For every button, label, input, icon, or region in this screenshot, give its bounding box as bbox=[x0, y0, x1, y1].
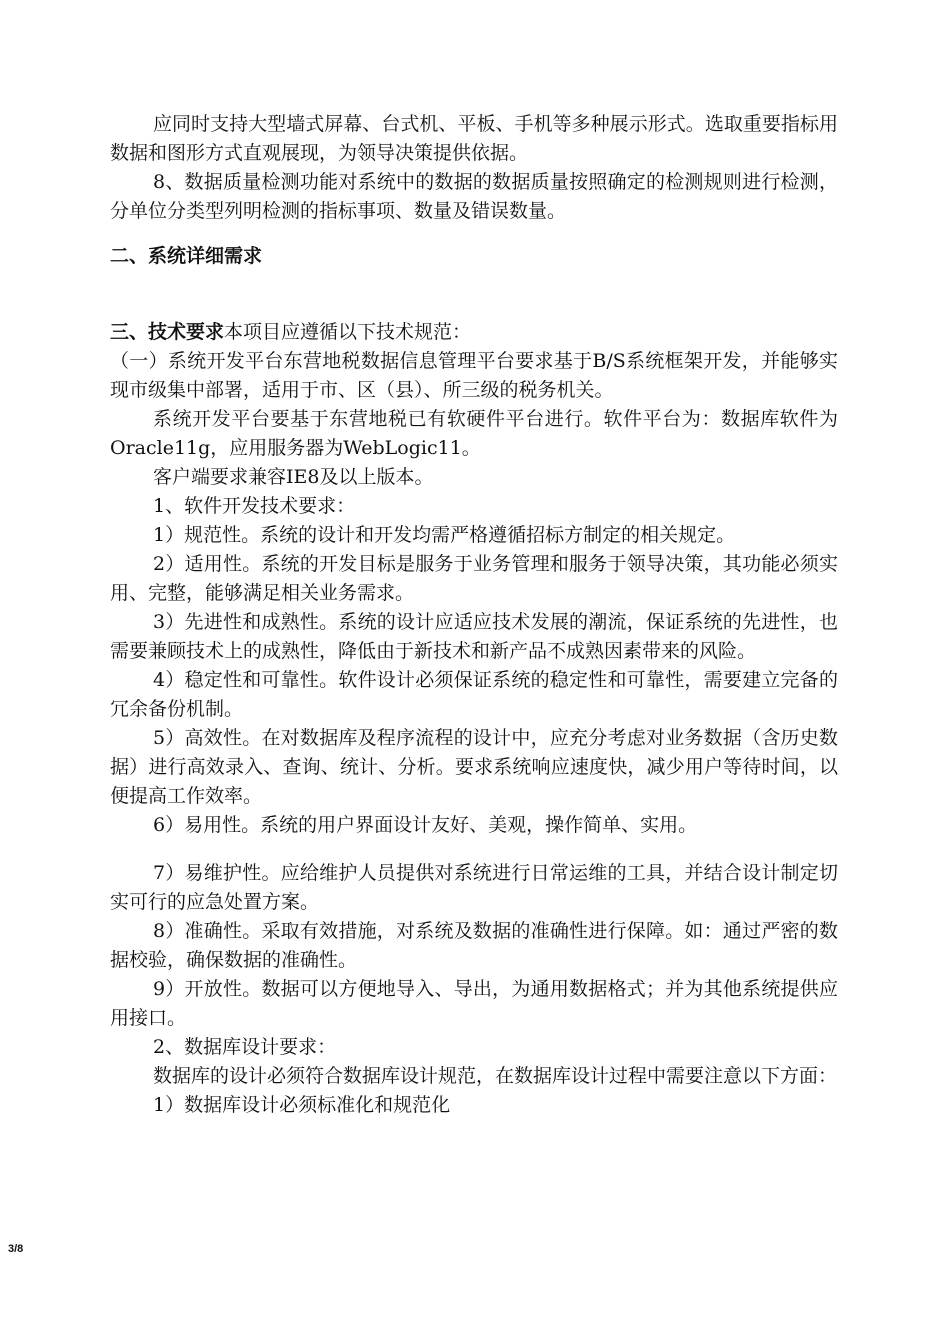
spacer bbox=[110, 226, 838, 242]
section-technical-requirements bbox=[110, 318, 838, 347]
page-number: 3/8 bbox=[8, 1243, 24, 1255]
paragraph-display-forms: 应同时支持大型墙式屏幕、台式机、平板、手机等多种展示形式。选取重要指标用数据和图形方式直观展现，为领导决策提供依据。 bbox=[110, 113, 838, 164]
paragraph-software-platform: 系统开发平台要基于东营地税已有软硬件平台进行。软件平台为：数据库软件为Oracle11g，应用服务器为WebLogic11。 bbox=[110, 408, 838, 459]
list-item: 4）稳定性和可靠性。软件设计必须保证系统的稳定性和可靠性，需要建立完备的冗余备份机制。 bbox=[110, 669, 838, 720]
spacer bbox=[110, 840, 838, 859]
list-item: 7）易维护性。应给维护人员提供对系统进行日常运维的工具，并结合设计制定切实可行的应急处置方案。 bbox=[110, 862, 838, 913]
list-item: 8）准确性。采取有效措施，对系统及数据的准确性进行保障。如：通过严密的数据校验，确保数据的准确性。 bbox=[110, 920, 838, 971]
subsection-platform: （一）系统开发平台东营地税数据信息管理平台要求基于B/S系统框架开发，并能够实现市级集中部署，适用于市、区（县）、所三级的税务机关。 bbox=[110, 350, 838, 401]
paragraph-client-compatibility: 客户端要求兼容IE8及以上版本。 bbox=[153, 466, 434, 488]
list-item: 3）先进性和成熟性。系统的设计应适应技术发展的潮流，保证系统的先进性，也需要兼顾技术上的成熟性，降低由于新技术和新产品不成熟因素带来的风险。 bbox=[110, 611, 838, 662]
list-item: 9）开放性。数据可以方便地导入、导出，为通用数据格式；并为其他系统提供应用接口。 bbox=[110, 978, 838, 1029]
list-item: 1）数据库设计必须标准化和规范化 bbox=[153, 1094, 451, 1116]
document-body bbox=[110, 110, 838, 1120]
section-heading-technical-requirements: 三、技术要求 bbox=[110, 321, 225, 343]
list-item: 6）易用性。系统的用户界面设计友好、美观，操作简单、实用。 bbox=[153, 814, 698, 836]
paragraph-data-quality: 8、数据质量检测功能对系统中的数据的数据质量按照确定的检测规则进行检测，分单位分类型列明检测的指标事项、数量及错误数量。 bbox=[110, 171, 838, 222]
list-item: 2）适用性。系统的开发目标是服务于业务管理和服务于领导决策，其功能必须实用、完整，能够满足相关业务需求。 bbox=[110, 553, 838, 604]
list-item: 1）规范性。系统的设计和开发均需严格遵循招标方制定的相关规定。 bbox=[153, 524, 736, 546]
dev-requirements-heading: 1、软件开发技术要求： bbox=[153, 495, 356, 517]
spacer bbox=[110, 271, 838, 318]
list-item: 5）高效性。在对数据库及程序流程的设计中，应充分考虑对业务数据（含历史数据）进行高效录入、查询、统计、分析。要求系统响应速度快，减少用户等待时间，以便提高工作效率。 bbox=[110, 727, 838, 807]
section-intro-text: 本项目应遵循以下技术规范： bbox=[224, 321, 472, 343]
section-heading-detailed-requirements: 二、系统详细需求 bbox=[110, 245, 263, 267]
paragraph-db-design: 数据库的设计必须符合数据库设计规范，在数据库设计过程中需要注意以下方面： bbox=[153, 1065, 838, 1087]
db-requirements-heading: 2、数据库设计要求： bbox=[153, 1036, 337, 1058]
